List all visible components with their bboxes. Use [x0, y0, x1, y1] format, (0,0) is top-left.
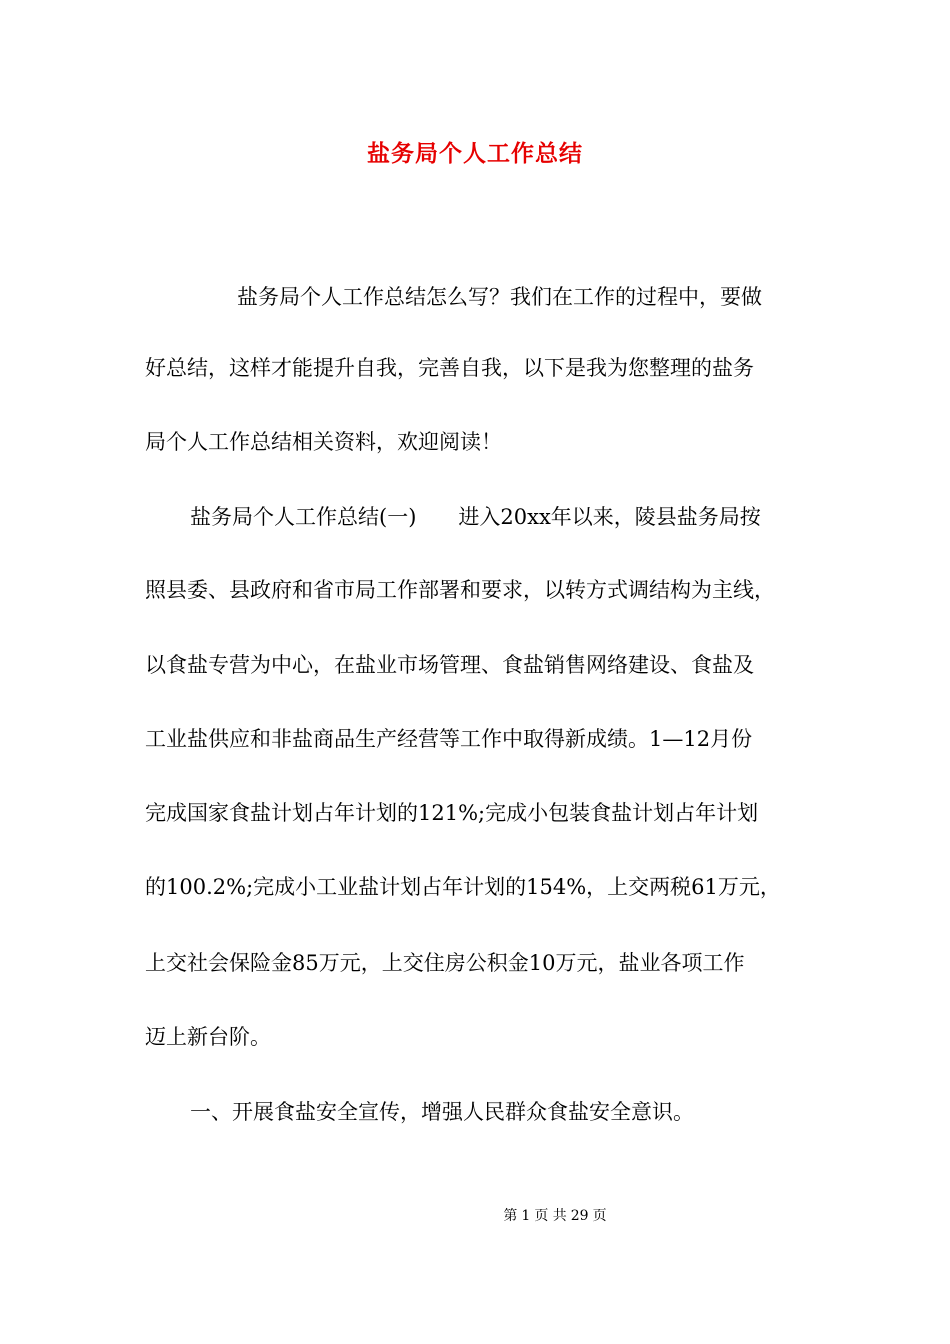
paragraph-line: 盐务局个人工作总结怎么写？我们在工作的过程中，要做 — [237, 285, 762, 309]
page-number-footer — [0, 1206, 950, 1226]
page-total: 29 — [570, 1208, 589, 1224]
page-current: 1 — [521, 1208, 531, 1224]
paragraph-line: 局个人工作总结相关资料，欢迎阅读！ — [145, 430, 502, 454]
section-heading: 一、开展食盐安全宣传，增强人民群众食盐安全意识。 — [190, 1100, 694, 1124]
paragraph-line: 完成国家食盐计划占年计划的121%;完成小包装食盐计划占年计划 — [145, 801, 759, 825]
paragraph-line: 以食盐专营为中心，在盐业市场管理、食盐销售网络建设、食盐及 — [145, 653, 754, 677]
paragraph-line: 的100.2%;完成小工业盐计划占年计划的154%，上交两税61万元， — [145, 875, 781, 899]
paragraph-line: 迈上新台阶。 — [145, 1025, 271, 1049]
page-mid: 页 共 — [534, 1208, 567, 1224]
page-prefix: 第 — [503, 1208, 518, 1224]
paragraph-line: 盐务局个人工作总结(一) 进入20xx年以来，陵县盐务局按 — [190, 505, 761, 529]
paragraph-line: 工业盐供应和非盐商品生产经营等工作中取得新成绩。1—12月份 — [145, 727, 753, 751]
page-suffix: 页 — [592, 1208, 607, 1224]
paragraph-line: 上交社会保险金85万元，上交住房公积金10万元，盐业各项工作 — [145, 951, 745, 975]
paragraph-line: 好总结，这样才能提升自我，完善自我，以下是我为您整理的盐务 — [145, 356, 754, 380]
document-title: 盐务局个人工作总结 — [367, 140, 583, 167]
paragraph-line: 照县委、县政府和省市局工作部署和要求，以转方式调结构为主线， — [145, 578, 775, 602]
